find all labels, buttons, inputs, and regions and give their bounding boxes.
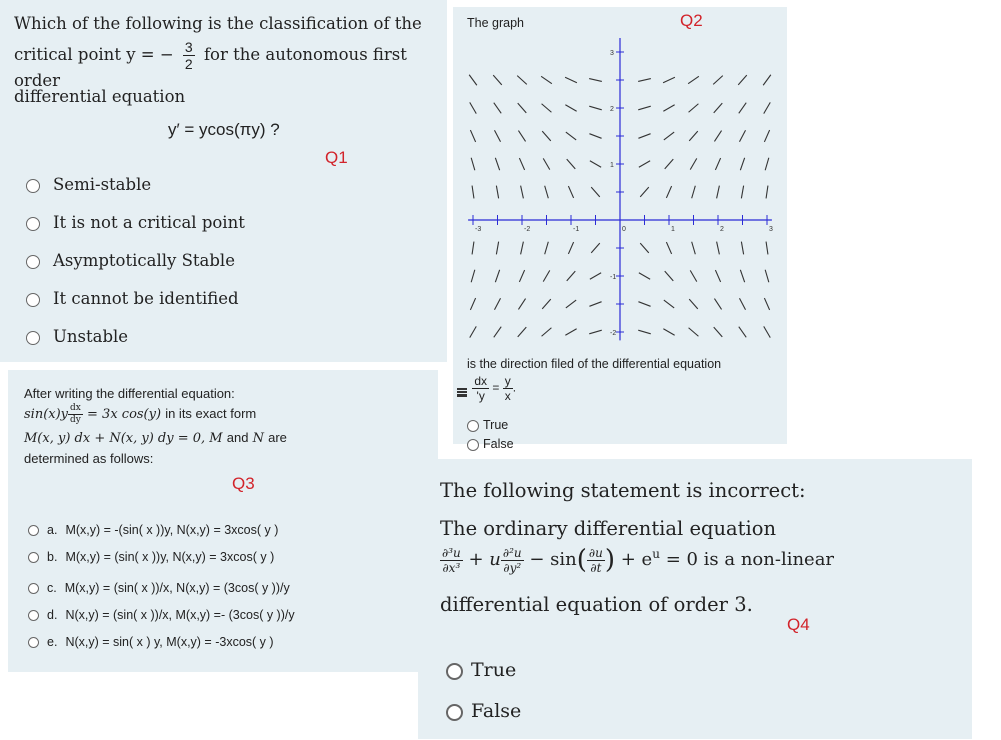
radio-button[interactable]: [446, 704, 463, 721]
q3-and: and: [226, 430, 249, 445]
slope-segment: [472, 242, 474, 255]
slope-segment: [517, 76, 527, 85]
slope-segment: [471, 158, 475, 170]
slope-segment: [565, 105, 576, 111]
x-tick-label: -2: [524, 226, 531, 233]
slope-segment: [589, 79, 602, 82]
slope-segment: [663, 105, 674, 111]
q4-line-2: The ordinary differential equation: [440, 517, 777, 540]
radio-button[interactable]: [467, 439, 479, 451]
q4-option-label: False: [471, 700, 522, 722]
q2-option-label: True: [483, 418, 509, 432]
q1-option-4[interactable]: [26, 289, 239, 308]
slope-segment: [692, 186, 696, 198]
q1-option-2[interactable]: [26, 213, 245, 232]
q4-option-false[interactable]: [446, 700, 521, 722]
slope-segment: [589, 106, 601, 110]
q4-equation: [440, 545, 834, 575]
slope-segment: [470, 102, 477, 113]
slope-segment: [494, 298, 500, 310]
slope-segment: [542, 104, 552, 112]
q2-eq-sign: =: [492, 380, 500, 395]
q3-are: are: [268, 430, 287, 445]
slope-segment: [589, 330, 601, 334]
q3-option-letter: a.: [47, 523, 58, 537]
slope-segment: [638, 79, 651, 82]
slope-segment: [589, 134, 601, 139]
q4-first-derivative: [587, 547, 605, 574]
q2-rhs-num: y: [504, 374, 511, 388]
slope-segment: [470, 130, 475, 142]
q2-lhs-den: 'y: [476, 389, 485, 403]
slope-segment: [545, 242, 549, 254]
q3-tag: Q3: [232, 474, 255, 493]
slope-segment: [664, 300, 674, 308]
q2-rhs-den: x: [504, 389, 511, 403]
slope-segment: [494, 130, 500, 142]
q1-line-1: Which of the following is the classification of the: [14, 14, 422, 33]
slope-segment: [714, 103, 723, 113]
q1-line-2: [14, 40, 447, 90]
slope-segment: [639, 161, 650, 167]
slope-segment: [543, 270, 550, 281]
q2-option-false[interactable]: [467, 437, 514, 451]
q4-option-true[interactable]: [446, 659, 516, 681]
slope-segment: [666, 242, 671, 254]
slope-segment: [665, 271, 674, 281]
slope-segment: [495, 270, 499, 282]
slope-segment: [689, 104, 699, 112]
q2-tag: Q2: [680, 11, 703, 30]
q4-minus-sin: − sin: [529, 549, 577, 570]
slope-segment: [543, 158, 550, 169]
q2-rhs-fraction: [503, 375, 513, 402]
q3-exact-form: M(x, y) dx + N(x, y) dy = 0, M: [24, 431, 223, 446]
q3-line-1: After writing the differential equation:: [24, 386, 235, 401]
q4-third-derivative: [440, 547, 463, 574]
q4-plus-u: + u: [468, 549, 501, 570]
q3-option-letter: d.: [47, 608, 58, 622]
slope-segment: [766, 186, 768, 199]
slope-segment: [496, 242, 498, 255]
y-tick-label: 1: [610, 162, 614, 169]
slope-segment: [568, 242, 573, 254]
slope-segment: [714, 131, 721, 142]
slope-segment: [469, 75, 477, 86]
slope-segment: [714, 299, 721, 310]
q1-option-label: It cannot be identified: [53, 289, 239, 308]
q4-exponent: u: [652, 547, 660, 561]
slope-segment: [764, 102, 771, 113]
q3-option-letter: c.: [47, 581, 57, 595]
slope-segment: [541, 76, 552, 83]
radio-button[interactable]: [26, 331, 40, 345]
slope-segment: [542, 131, 551, 141]
q1-option-1[interactable]: [26, 175, 151, 194]
slope-segment: [689, 131, 698, 141]
slope-segment: [740, 270, 744, 282]
slope-segment: [715, 158, 720, 170]
q3-option-text: M(x,y) = (sin( x ))y, N(x,y) = 3xcos( y ): [65, 550, 275, 564]
q2-option-label: False: [483, 437, 514, 451]
q3-option-letter: b.: [47, 550, 58, 564]
slope-segment: [638, 106, 650, 110]
q4-tag: Q4: [787, 615, 810, 634]
question-4-panel: [418, 459, 972, 739]
q3-option-e[interactable]: [28, 635, 274, 649]
slope-segment: [565, 77, 577, 82]
slope-segment: [519, 270, 524, 282]
slope-segment: [470, 298, 475, 310]
slope-segment: [765, 270, 769, 282]
radio-button[interactable]: [28, 637, 39, 648]
q4-plus-e: + e: [620, 549, 653, 570]
slope-segment: [692, 242, 696, 254]
slope-segment: [565, 329, 576, 335]
slope-segment: [738, 75, 747, 85]
slope-segment: [495, 158, 499, 170]
q4-t2-num: ∂²u: [502, 545, 522, 560]
slope-segment: [765, 158, 769, 170]
q1-option-label: Asymptotically Stable: [53, 251, 235, 270]
q4-line-1: The following statement is incorrect:: [440, 479, 806, 502]
direction-field-plot: [453, 7, 787, 347]
y-tick-label: 3: [610, 50, 614, 57]
q3-n: N: [252, 431, 264, 446]
q3-option-c[interactable]: [28, 581, 290, 595]
slope-segment: [766, 242, 768, 255]
slope-segment: [494, 103, 501, 114]
slope-segment: [663, 77, 675, 82]
slope-segment: [690, 270, 697, 281]
slope-segment: [590, 161, 601, 167]
slope-segment: [689, 299, 698, 309]
q2-eq-end: .: [512, 380, 517, 395]
slope-segment: [638, 330, 650, 334]
q4-t3-den: ∂t: [590, 560, 602, 575]
q4-t2-den: ∂y²: [503, 560, 522, 575]
q3-line-2: [24, 404, 256, 425]
q4-option-label: True: [471, 659, 517, 681]
q1-equation: y′ = ycos(πy) ?: [168, 120, 280, 139]
slope-segment: [589, 302, 601, 307]
slope-segment: [494, 327, 501, 338]
q1-line-2-suffix: for the autonomous first order: [14, 45, 407, 90]
q4-close-paren: ): [604, 545, 616, 575]
slope-segment: [568, 186, 573, 198]
q3-option-text: N(x,y) = sin( x ) y, M(x,y) = -3xcos( y ): [65, 635, 274, 649]
slope-segment: [690, 158, 697, 169]
slope-segment: [638, 134, 650, 139]
q1-frac-num: 3: [184, 39, 193, 55]
q2-equation: [457, 375, 516, 402]
q4-t3-num: ∂u: [588, 545, 603, 560]
question-3-panel: [8, 370, 438, 672]
radio-button[interactable]: [28, 552, 39, 563]
radio-button[interactable]: [26, 255, 40, 269]
slope-segment: [764, 130, 769, 142]
q1-fraction: [183, 40, 195, 71]
q3-frac-num: dx: [68, 404, 83, 415]
slope-segment: [717, 242, 720, 255]
slope-segment: [713, 76, 723, 85]
slope-segment: [739, 103, 746, 114]
q3-option-letter: e.: [47, 635, 58, 649]
question-2-panel: [453, 7, 787, 451]
slope-segment: [566, 132, 576, 140]
q3-line-3: [24, 430, 287, 446]
q3-eq-left: sin(x)y: [24, 407, 69, 422]
slope-segment: [640, 243, 649, 253]
slope-segment: [666, 186, 671, 198]
q3-option-text: N(x,y) = (sin( x ))/x, M(x,y) =- (3cos( y ))/y: [65, 608, 295, 622]
menu-icon: [457, 388, 467, 397]
slope-segment: [567, 271, 576, 281]
slope-segment: [689, 328, 699, 336]
q1-option-label: Semi-stable: [53, 175, 152, 194]
slope-segment: [663, 329, 674, 335]
x-tick-label: 2: [720, 226, 724, 233]
slope-segment: [521, 242, 524, 255]
radio-button[interactable]: [26, 217, 40, 231]
slope-segment: [741, 242, 743, 255]
q1-tag: Q1: [325, 148, 348, 167]
x-tick-label: 3: [769, 226, 773, 233]
q3-option-text: M(x,y) = (sin( x ))/x, N(x,y) = (3cos( y ))/y: [64, 581, 290, 595]
q1-line-2-prefix: critical point y = −: [14, 45, 174, 64]
q3-line-2-text: in its exact form: [165, 406, 257, 421]
slope-segment: [739, 298, 745, 310]
q2-header: The graph: [467, 16, 524, 30]
q3-line-4: determined as follows:: [24, 451, 154, 466]
q4-t1-den: ∂x³: [442, 560, 461, 575]
slope-segment: [640, 187, 649, 197]
slope-segment: [470, 326, 477, 337]
slope-segment: [665, 159, 674, 169]
slope-segment: [518, 131, 525, 142]
q4-open-paren: (: [576, 545, 587, 575]
slope-segment: [664, 132, 674, 140]
slope-segment: [567, 159, 576, 169]
slope-segment: [715, 270, 720, 282]
q3-option-a[interactable]: [28, 523, 278, 537]
x-tick-label: -1: [573, 226, 580, 233]
q3-option-d[interactable]: [28, 608, 295, 622]
y-tick-label: 2: [610, 106, 614, 113]
q2-caption: is the direction filed of the differential equation: [467, 357, 722, 371]
slope-segment: [741, 186, 743, 199]
q3-option-text: M(x,y) = -(sin( x ))y, N(x,y) = 3xcos( y ): [65, 523, 279, 537]
q1-option-3[interactable]: [26, 251, 235, 270]
slope-segment: [471, 270, 475, 282]
radio-button[interactable]: [446, 663, 463, 680]
question-1-panel: [0, 0, 447, 362]
q1-frac-den: 2: [184, 56, 193, 72]
slope-segment: [518, 327, 527, 337]
slope-segment: [472, 186, 474, 199]
slope-segment: [764, 298, 769, 310]
q4-tail: = 0 is a non-linear: [665, 549, 835, 570]
slope-segment: [591, 187, 600, 197]
slope-segment: [518, 103, 527, 113]
slope-segment: [521, 186, 524, 199]
q1-option-5[interactable]: [26, 327, 128, 346]
q2-lhs-num: dx: [474, 374, 488, 388]
slope-segment: [566, 300, 576, 308]
q4-t1-num: ∂³u: [442, 545, 461, 560]
slope-segment: [542, 299, 551, 309]
radio-button[interactable]: [26, 179, 40, 193]
slope-segment: [493, 75, 502, 85]
q4-second-derivative: [501, 547, 524, 574]
slope-segment: [519, 158, 524, 170]
slope-segment: [496, 186, 498, 199]
q1-option-label: Unstable: [53, 327, 129, 346]
slope-segment: [591, 243, 600, 253]
radio-button[interactable]: [26, 293, 40, 307]
radio-button[interactable]: [467, 420, 479, 432]
radio-button[interactable]: [28, 583, 39, 594]
slope-segment: [688, 76, 699, 83]
q3-eq-right: = 3x cos(y): [82, 407, 162, 422]
slope-segment: [764, 326, 771, 337]
q2-lhs-fraction: [472, 375, 489, 402]
y-tick-label: -1: [610, 274, 617, 281]
x-tick-label: 1: [671, 226, 675, 233]
slope-segment: [590, 273, 601, 279]
radio-button[interactable]: [28, 525, 39, 536]
slope-segment: [739, 327, 746, 338]
radio-button[interactable]: [28, 610, 39, 621]
slope-segment: [714, 327, 723, 337]
slope-segment: [763, 75, 771, 86]
q3-frac-den: dy: [70, 415, 81, 425]
x-tick-label: -3: [475, 226, 482, 233]
slope-segment: [518, 299, 525, 310]
q3-eq-fraction: [68, 404, 83, 425]
q4-line-4: differential equation of order 3.: [440, 593, 753, 616]
slope-segment: [717, 186, 720, 199]
slope-segment: [639, 273, 650, 279]
q1-option-label: It is not a critical point: [53, 213, 245, 232]
slope-segment: [542, 328, 552, 336]
q3-option-b[interactable]: [28, 550, 274, 564]
y-tick-label: -2: [610, 330, 617, 337]
q1-line-3: differential equation: [14, 87, 186, 106]
q2-option-true[interactable]: [467, 418, 508, 432]
slope-segment: [740, 158, 744, 170]
slope-segment: [739, 130, 745, 142]
x-tick-label: 0: [622, 226, 626, 233]
slope-segment: [545, 186, 549, 198]
slope-segment: [638, 302, 650, 307]
